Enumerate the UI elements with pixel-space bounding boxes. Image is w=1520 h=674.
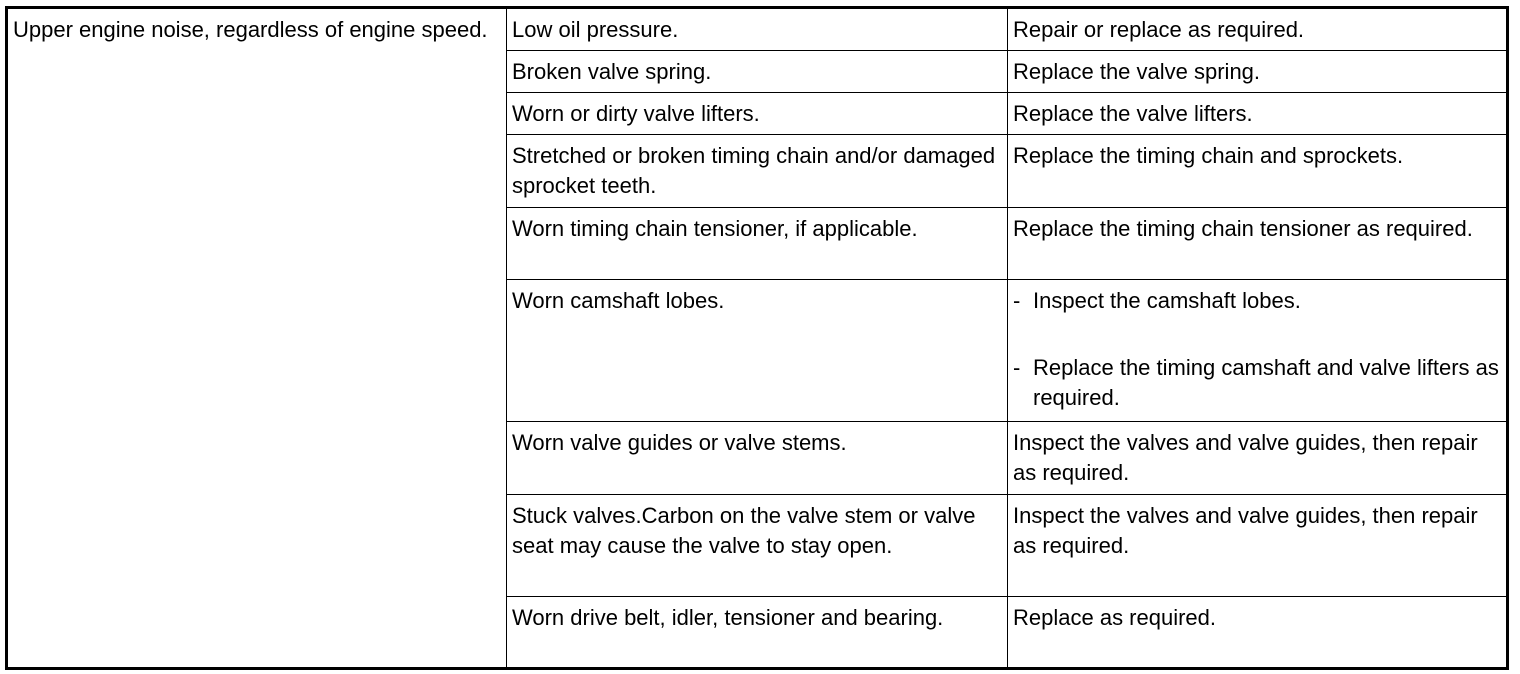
cause-cell: Stuck valves.Carbon on the valve stem or valve seat may cause the valve to stay open. (507, 495, 1008, 597)
action-cell: Replace the valve lifters. (1008, 93, 1508, 135)
action-cell: Inspect the valves and valve guides, then repair as required. (1008, 422, 1508, 495)
cause-cell: Worn drive belt, idler, tensioner and bearing. (507, 597, 1008, 669)
dash-bullet: - (1013, 355, 1021, 380)
table-row (7, 8, 1508, 51)
cause-cell: Low oil pressure. (507, 8, 1008, 51)
action-cell: Replace the timing chain and sprockets. (1008, 135, 1508, 208)
action-cell: Replace the valve spring. (1008, 51, 1508, 93)
cause-cell: Broken valve spring. (507, 51, 1008, 93)
dash-bullet: - (1013, 288, 1021, 313)
list-item (1013, 286, 1501, 316)
list-item-text: Replace the timing camshaft and valve lifters as required. (1033, 355, 1499, 410)
action-cell (1008, 280, 1508, 422)
cause-cell: Stretched or broken timing chain and/or damaged sprocket teeth. (507, 135, 1008, 208)
list-item-text: Inspect the camshaft lobes. (1033, 288, 1301, 313)
action-cell: Replace the timing chain tensioner as required. (1008, 208, 1508, 280)
action-list (1013, 286, 1501, 413)
cause-cell: Worn valve guides or valve stems. (507, 422, 1008, 495)
diagnosis-table (5, 6, 1509, 670)
cause-cell: Worn camshaft lobes. (507, 280, 1008, 422)
action-cell: Repair or replace as required. (1008, 8, 1508, 51)
action-cell: Replace as required. (1008, 597, 1508, 669)
action-cell: Inspect the valves and valve guides, then repair as required. (1008, 495, 1508, 597)
symptom-cell: Upper engine noise, regardless of engine speed. (7, 8, 507, 669)
cause-cell: Worn timing chain tensioner, if applicable. (507, 208, 1008, 280)
list-item (1013, 353, 1501, 413)
cause-cell: Worn or dirty valve lifters. (507, 93, 1008, 135)
